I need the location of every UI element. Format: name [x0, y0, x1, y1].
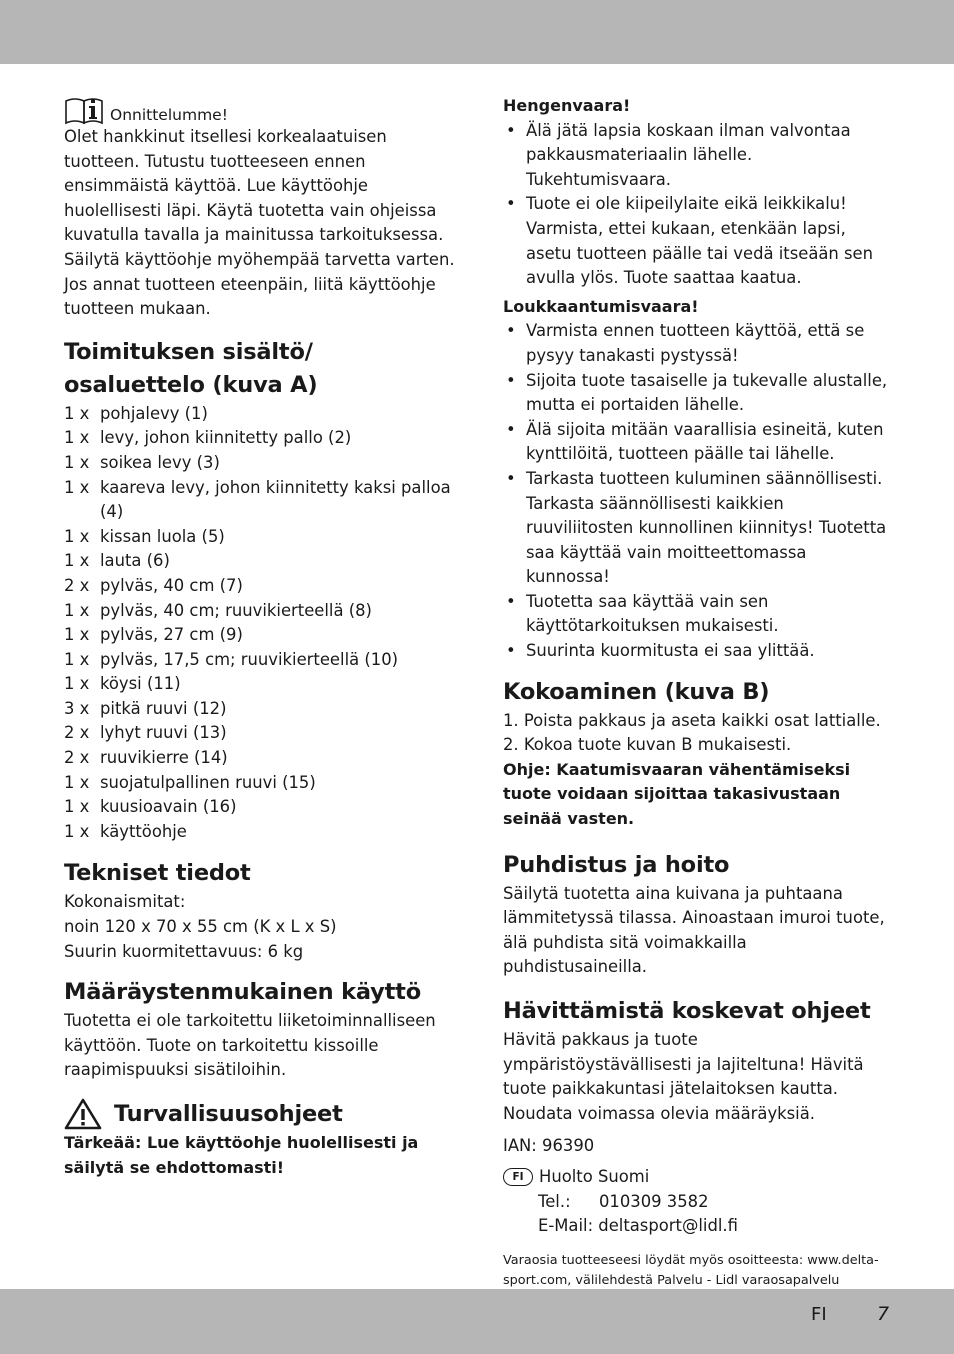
- danger-list: [503, 119, 888, 291]
- parts-list-item: [64, 525, 456, 550]
- part-quantity: 3 x: [64, 698, 90, 718]
- cleaning-heading: Puhdistus ja hoito: [503, 851, 730, 878]
- bullet-item: • Suurinta kuormitusta ei saa ylittää.: [503, 639, 888, 664]
- safety-heading: [64, 1097, 456, 1131]
- parts-list-item: [64, 795, 456, 820]
- parts-list-item: [64, 574, 456, 599]
- part-name: kaareva levy, johon kiinnitetty kaksi palloa (4): [100, 477, 451, 522]
- part-name: levy, johon kiinnitetty pallo (2): [100, 428, 352, 448]
- bullet-item: • Älä jätä lapsia koskaan ilman valvontaa pakkausmateriaalin lähelle. Tukehtumisvaara.: [503, 119, 888, 193]
- part-name: suojatulpallinen ruuvi (15): [100, 772, 316, 792]
- part-name: kuusioavain (16): [100, 797, 237, 817]
- danger-heading: Hengenvaara!: [503, 96, 631, 115]
- part-quantity: 1 x: [64, 600, 90, 620]
- footer-language: FI: [811, 1304, 827, 1325]
- right-column: [503, 94, 888, 1291]
- safety-important: Tärkeää: Lue käyttöohje huolellisesti ja säilytä se ehdottomasti!: [64, 1133, 419, 1177]
- part-quantity: 2 x: [64, 748, 90, 768]
- assembly-heading: Kokoaminen (kuva B): [503, 678, 770, 705]
- intro-greeting: Onnittelumme!: [110, 106, 228, 124]
- service-block: [503, 1165, 888, 1239]
- part-name: pylväs, 40 cm (7): [100, 575, 243, 595]
- parts-list-item: [64, 746, 456, 771]
- contents-heading: [64, 336, 456, 402]
- bullet-item: • Sijoita tuote tasaiselle ja tukevalle alustalle, mutta ei portaiden lähelle.: [503, 369, 888, 418]
- bullet-item: • Älä sijoita mitään vaarallisia esineitä, kuten kynttilöitä, tuotteen päälle tai lähelle.: [503, 418, 888, 467]
- parts-list-item: [64, 648, 456, 673]
- part-name: pylväs, 40 cm; ruuvikierteellä (8): [100, 600, 372, 620]
- intended-use-text: Tuotetta ei ole tarkoitettu liiketoiminnalliseen käyttöön. Tuote on tarkoitettu kissoille raapimispuuksi sisätiloihin.: [64, 1011, 436, 1080]
- spare-parts-note: Varaosia tuotteeseesi löydät myös osoitteesta: www.delta-sport.com, välilehdestä Palvelu - Lidl varaosapalvelu: [503, 1252, 879, 1288]
- parts-list-item: [64, 623, 456, 648]
- intended-use-heading: Määräystenmukainen käyttö: [64, 979, 421, 1006]
- book-info-icon: [64, 95, 106, 125]
- part-name: kissan luola (5): [100, 526, 225, 546]
- part-quantity: 2 x: [64, 575, 90, 595]
- tel-value: 010309 3582: [599, 1191, 709, 1211]
- part-quantity: 1 x: [64, 452, 90, 472]
- assembly-step-1: 1. Poista pakkaus ja aseta kaikki osat lattialle.: [503, 710, 881, 730]
- tech-line3: Suurin kuormitettavuus: 6 kg: [64, 941, 304, 961]
- parts-list-item: [64, 402, 456, 427]
- service-name: Huolto Suomi: [539, 1166, 650, 1186]
- bullet-item: • Tuotetta saa käyttää vain sen käyttötarkoituksen mukaisesti.: [503, 590, 888, 639]
- parts-list-item: [64, 820, 456, 845]
- bullet-item: • Varmista ennen tuotteen käyttöä, että se pysyy tanakasti pystyssä!: [503, 319, 888, 368]
- intro-heading: [64, 95, 456, 125]
- disposal-heading: Hävittämistä koskevat ohjeet: [503, 998, 871, 1024]
- part-quantity: 1 x: [64, 649, 90, 669]
- bullet-item: • Tarkasta tuotteen kuluminen säännöllisesti. Tarkasta säännöllisesti kaikkien ruuviliitosten kunnollinen kiinnitys! Tuotetta saa käyttää vain moitteettomassa kunnossa!: [503, 467, 888, 590]
- tech-heading: Tekniset tiedot: [64, 860, 251, 887]
- part-name: soikea levy (3): [100, 452, 220, 472]
- parts-list-item: [64, 426, 456, 451]
- part-quantity: 1 x: [64, 551, 90, 571]
- part-name: lyhyt ruuvi (13): [100, 723, 227, 743]
- assembly-step-2: 2. Kokoa tuote kuvan B mukaisesti.: [503, 735, 792, 755]
- disposal-text: Hävitä pakkaus ja tuote ympäristöystävällisesti ja lajiteltuna! Hävitä tuote paikkakuntasi jätelaitoksen kautta. Noudata voimassa olevia määräyksiä.: [503, 1030, 864, 1123]
- part-name: käyttöohje: [100, 821, 187, 841]
- parts-list-item: [64, 697, 456, 722]
- page-number: 7: [877, 1303, 890, 1325]
- part-quantity: 1 x: [64, 428, 90, 448]
- parts-list-item: [64, 451, 456, 476]
- parts-list-item: [64, 549, 456, 574]
- part-name: pitkä ruuvi (12): [100, 698, 227, 718]
- part-quantity: 1 x: [64, 526, 90, 546]
- part-name: pohjalevy (1): [100, 403, 208, 423]
- warning-triangle-icon: [64, 1097, 102, 1131]
- cleaning-text: Säilytä tuotetta aina kuivana ja puhtaana lämmitetyssä tilassa. Ainoastaan imuroi tuote, älä puhdista sitä voimakkailla puhdistusaineilla.: [503, 883, 885, 977]
- injury-list: [503, 319, 888, 663]
- part-name: lauta (6): [100, 551, 170, 571]
- tel-label: Tel.:: [538, 1191, 571, 1211]
- part-quantity: 2 x: [64, 723, 90, 743]
- part-quantity: 1 x: [64, 772, 90, 792]
- part-name: ruuvikierre (14): [100, 748, 228, 768]
- parts-list-item: [64, 771, 456, 796]
- injury-heading: Loukkaantumisvaara!: [503, 296, 699, 316]
- header-band: [0, 0, 954, 64]
- bullet-item: • Tuote ei ole kiipeilylaite eikä leikkikalu! Varmista, ettei kukaan, etenkään lapsi, asetu tuotteen päälle tai vedä itseään sen avulla ylös. Tuote saattaa kaatua.: [503, 192, 888, 290]
- parts-list-item: [64, 599, 456, 624]
- contents-heading-line1: Toimituksen sisältö/: [64, 338, 313, 365]
- part-name: köysi (11): [100, 674, 181, 694]
- country-badge: FI: [503, 1168, 533, 1186]
- parts-list-item: [64, 721, 456, 746]
- ian-number: IAN: 96390: [503, 1136, 595, 1156]
- safety-heading-text: Turvallisuusohjeet: [114, 1100, 343, 1127]
- left-column: [64, 95, 456, 1180]
- service-email: E-Mail: deltasport@lidl.fi: [538, 1216, 738, 1236]
- parts-list-item: [64, 476, 456, 525]
- part-quantity: 1 x: [64, 477, 90, 497]
- part-quantity: 1 x: [64, 403, 90, 423]
- part-name: pylväs, 27 cm (9): [100, 625, 243, 645]
- parts-list: [64, 402, 456, 845]
- parts-list-item: [64, 672, 456, 697]
- part-quantity: 1 x: [64, 674, 90, 694]
- part-quantity: 1 x: [64, 797, 90, 817]
- tech-line1: Kokonaismitat:: [64, 892, 186, 912]
- part-quantity: 1 x: [64, 625, 90, 645]
- tech-line2: noin 120 x 70 x 55 cm (K x L x S): [64, 917, 337, 937]
- assembly-note: Ohje: Kaatumisvaaran vähentämiseksi tuote voidaan sijoittaa takasivustaan seinää vasten.: [503, 759, 851, 829]
- part-name: pylväs, 17,5 cm; ruuvikierteellä (10): [100, 649, 399, 669]
- intro-text: Olet hankkinut itsellesi korkealaatuisen tuotteen. Tutustu tuotteeseen ennen ensimmäistä käyttöä. Lue käyttöohje huolellisesti läpi. Käytä tuotetta vain ohjeissa kuvatulla tavalla ja mainitussa tarkoituksessa. Säilytä käyttöohje myöhempää tarvetta varten. Jos annat tuotteen eteenpäin, liitä käyttöohje tuotteen mukaan.: [64, 127, 455, 319]
- part-quantity: 1 x: [64, 821, 90, 841]
- contents-heading-line2: osaluettelo (kuva A): [64, 371, 318, 398]
